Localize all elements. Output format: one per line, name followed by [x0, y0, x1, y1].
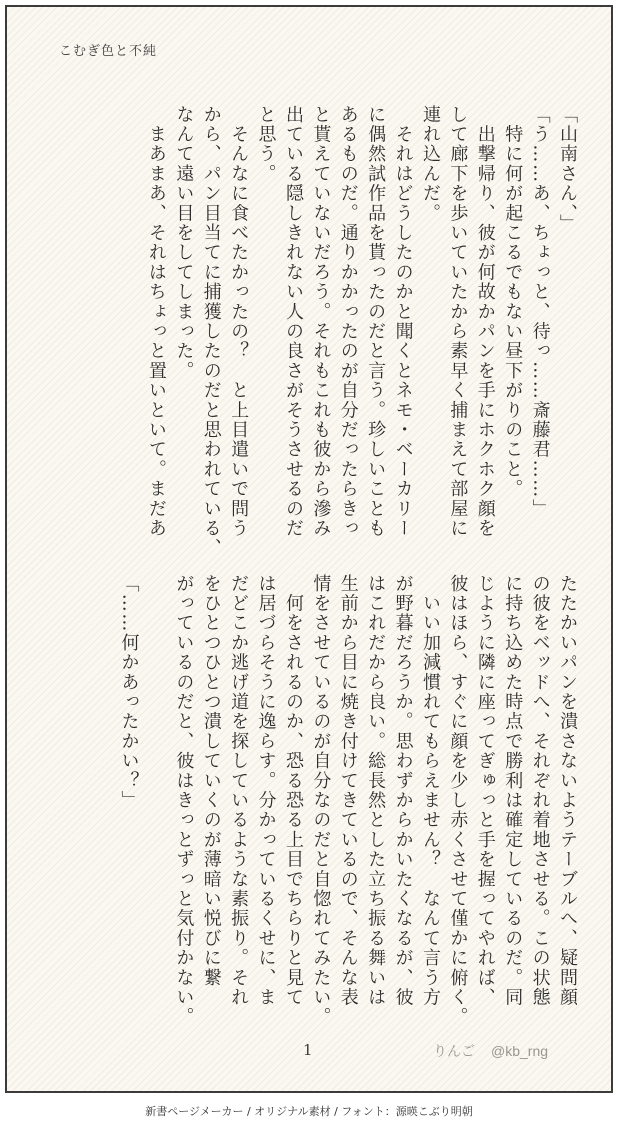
text-line: [143, 574, 170, 1004]
text-line: あるものだ。通りかかったのが自分だったらきっ: [337, 105, 359, 539]
book-page: [5, 5, 613, 1093]
text-line: まあまあ、それはちょっと置いといて。まだあ: [145, 105, 167, 539]
text-line: いい加減慣れてもらえません？ なんて言う方: [419, 574, 441, 1008]
text-line: 何をされるのか、恐る恐る上目でちらりと見て: [282, 574, 304, 1008]
text-line: 出ている隠しきれない人の良さがそうさせるのだ: [282, 105, 304, 539]
text-line: じように隣に座ってぎゅっと手を握ってやれば、: [474, 574, 496, 1008]
text-line: と思う。: [255, 105, 277, 184]
text-line: から、パン目当てに捕獲したのだと思われている、: [200, 105, 222, 559]
text-line: は居づらそうに逸らす。分かっているくせに、ま: [255, 574, 277, 1008]
text-line: が野暮だろうか。思わずからかいたくなるが、彼: [392, 574, 414, 1008]
text-line: と貰えていないだろう。それもこれも彼から滲み: [310, 105, 332, 539]
text-line: 生前から目に焼き付けてきているので、そんな表: [337, 574, 359, 1008]
text-line: それはどうしたのかと聞くとネモ・ベーカリー: [392, 105, 414, 539]
text-line: 「う……あ、ちょっと、待っ……斎藤君……」: [529, 105, 551, 519]
author-name: りんご: [433, 1043, 475, 1059]
text-line: がっているのだと、彼はきっとずっと気付かない。: [173, 574, 195, 1028]
page-number: 1: [303, 1041, 313, 1059]
text-line: 彼はほら、すぐに顔を少し赤くさせて僅かに俯く。: [447, 574, 469, 1028]
text-line: 特に何が起こるでもない昼下がりのこと。: [502, 105, 524, 499]
generator-credit: 新書ページメーカー / オリジナル素材 / フォント：源暎こぶり明朝: [145, 1105, 473, 1118]
text-line: に持ち込めた時点で勝利は確定しているのだ。同: [502, 574, 524, 1008]
text-line: だどこか逃げ道を探しているような素振り。それ: [228, 574, 250, 1008]
text-line: はこれだから良い。総長然とした立ち振る舞いは: [365, 574, 387, 1008]
author-credit: [433, 1041, 548, 1061]
text-line: そんなに食べたかったの？ と上目遣いで問う: [228, 105, 250, 539]
text-line: なんて遠い目をしてしまった。: [173, 105, 195, 381]
text-line: 情をさせているのが自分なのだと自惚れてみたい。: [310, 574, 332, 1028]
text-line: 出撃帰り、彼が何故かパンを手にホクホク顔を: [474, 105, 496, 539]
author-handle: @kb_rng: [491, 1043, 549, 1059]
text-block-upper: [143, 105, 582, 559]
text-line: して廊下を歩いていたから素早く捕まえて部屋に: [447, 105, 469, 539]
text-line: をひとつひとつ潰していくのが薄暗い悦びに繋: [200, 574, 222, 988]
text-line: 「山南さん、」: [557, 105, 578, 234]
text-line: 「……何かあったかい？」: [118, 574, 140, 811]
text-line: に偶然試作品を貰ったのだと言う。珍しいことも: [365, 105, 387, 539]
text-line: たたかいパンを潰さないようテーブルへ、疑問顔: [557, 574, 578, 1008]
text-block-lower: [115, 574, 581, 1028]
text-line: の彼をベッドへ、それぞれ着地させる。この状態: [529, 574, 551, 1008]
text-line: 連れ込んだ。: [419, 105, 441, 224]
page-title: こむぎ色と不純: [59, 44, 158, 59]
